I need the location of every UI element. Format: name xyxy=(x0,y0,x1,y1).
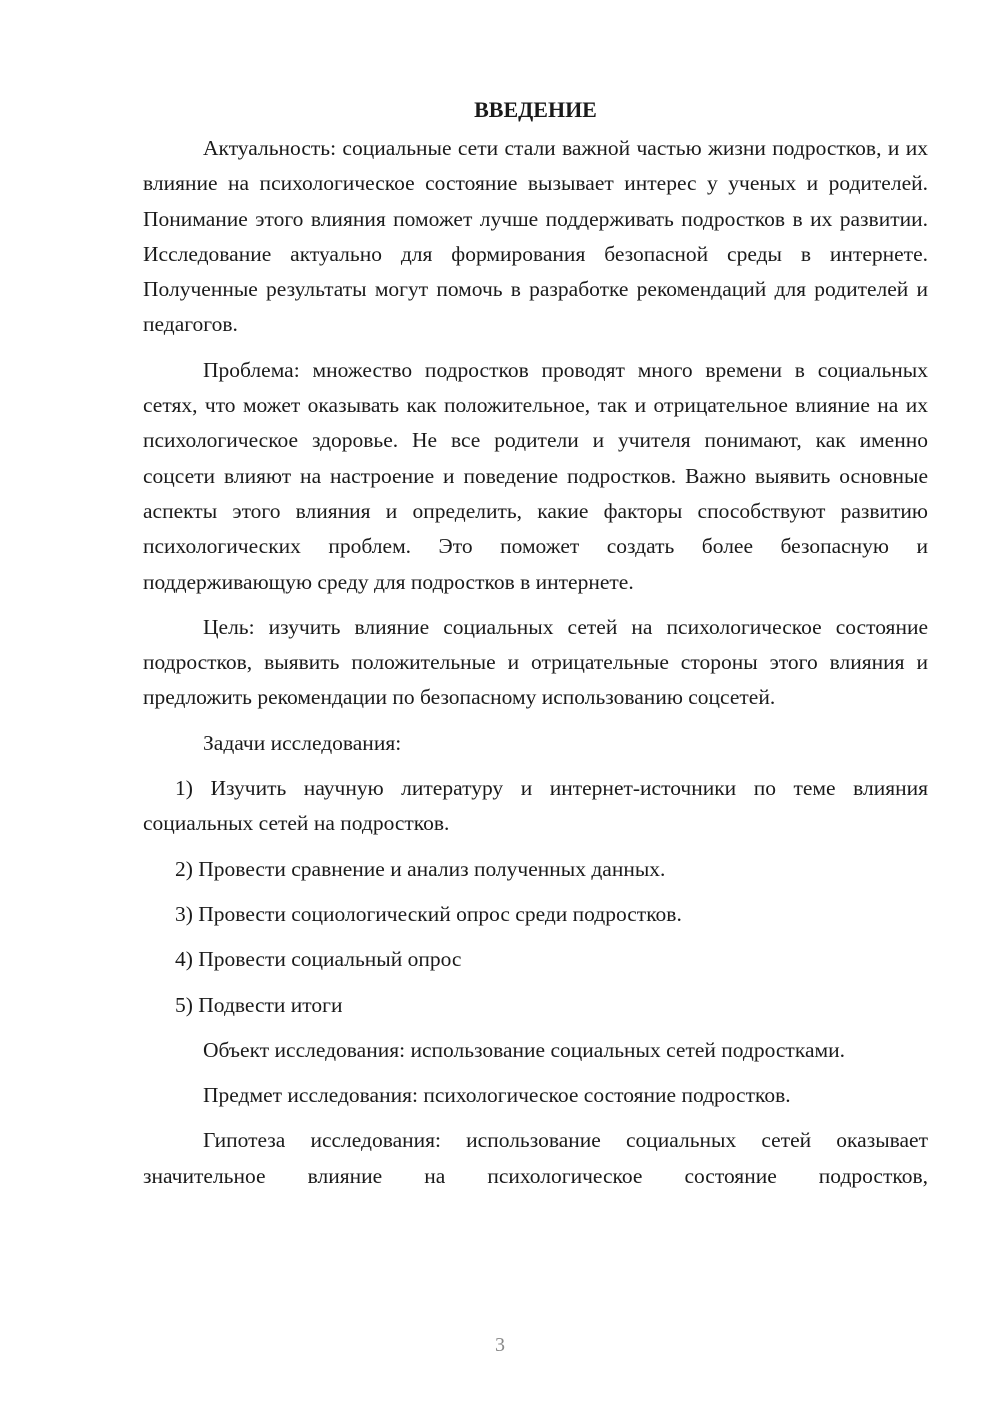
task-item-5: 5) Подвести итоги xyxy=(175,992,343,1017)
section-heading: ВВЕДЕНИЕ xyxy=(474,97,597,122)
document-page xyxy=(143,92,928,1194)
paragraph-subject: Предмет исследования: психологическое состояние подростков. xyxy=(203,1083,791,1108)
task-item-3: 3) Провести социологический опрос среди подростков. xyxy=(175,901,682,926)
page-number: 3 xyxy=(495,1334,505,1356)
task-item-1: 1) Изучить научную литературу и интернет-источники по теме влияния социальных сетей на подростков. xyxy=(143,776,928,836)
paragraph-relevance: Актуальность: социальные сети стали важной частью жизни подростков, и их влияние на психологическое состояние вызывает интерес у ученых и родителей. Понимание этого влияния поможет лучше поддерживать подростков в их развитии. Исследование актуально для формирования безопасной среды в интернете. Полученные результаты могут помочь в разработке рекомендаций для родителей и педагогов. xyxy=(143,136,928,337)
paragraph-problem: Проблема: множество подростков проводят много времени в социальных сетях, что может оказывать как положительное, так и отрицательное влияние на их психологическое здоровье. Не все родители и учителя понимают, как именно соцсети влияют на настроение и поведение подростков. Важно выявить основные аспекты этого влияния и определить, какие факторы способствуют развитию психологических проблем. Это поможет создать более безопасную и поддерживающую среду для подростков в интернете. xyxy=(143,357,928,594)
tasks-title: Задачи исследования: xyxy=(203,730,402,755)
paragraph-goal: Цель: изучить влияние социальных сетей на психологическое состояние подростков, выявить положительные и отрицательные стороны этого влияния и предложить рекомендации по безопасному использованию соцсетей. xyxy=(143,614,928,710)
paragraph-object: Объект исследования: использование социальных сетей подростками. xyxy=(203,1037,845,1062)
task-item-2: 2) Провести сравнение и анализ полученных данных. xyxy=(175,856,666,881)
paragraph-hypothesis: Гипотеза исследования: использование социальных сетей оказывает значительное влияние на психологическое состояние подростков, xyxy=(143,1128,928,1188)
task-item-4: 4) Провести социальный опрос xyxy=(175,947,462,972)
